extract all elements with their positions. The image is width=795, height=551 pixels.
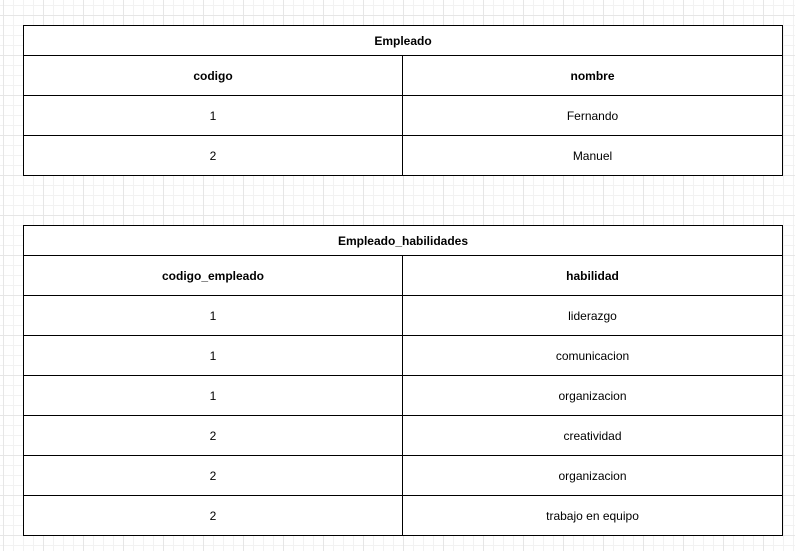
column-header-habilidad: habilidad: [566, 268, 619, 283]
table-cell: 1: [24, 96, 403, 135]
table-header-row: [23, 56, 783, 96]
table-row: [23, 296, 783, 336]
column-header-codigo-empleado: codigo_empleado: [24, 256, 403, 295]
column-header-codigo: codigo: [24, 56, 403, 95]
table-cell: 2: [24, 456, 403, 495]
table-empleado: [23, 25, 783, 176]
table-row: [23, 136, 783, 176]
table-cell: 2: [24, 496, 403, 535]
table-empleado-habilidades: [23, 225, 783, 536]
table-cell: 2: [24, 416, 403, 455]
column-header-nombre: nombre: [570, 68, 615, 83]
table-cell: 2: [24, 136, 403, 175]
table-title: Empleado: [23, 25, 783, 56]
table-cell: organizacion: [558, 388, 627, 403]
table-cell: creatividad: [563, 428, 622, 443]
table-cell: organizacion: [558, 468, 627, 483]
table-cell: liderazgo: [568, 308, 617, 323]
table-cell: comunicacion: [555, 348, 630, 363]
table-cell: trabajo en equipo: [546, 508, 639, 523]
table-row: [23, 416, 783, 456]
table-row: [23, 336, 783, 376]
table-row: [23, 376, 783, 416]
table-cell: Fernando: [566, 108, 619, 123]
table-cell: 1: [24, 296, 403, 335]
table-cell: Manuel: [572, 148, 613, 163]
table-row: [23, 496, 783, 536]
table-cell: 1: [24, 336, 403, 375]
table-title: Empleado_habilidades: [23, 225, 783, 256]
table-row: [23, 96, 783, 136]
table-row: [23, 456, 783, 496]
table-header-row: [23, 256, 783, 296]
table-cell: 1: [24, 376, 403, 415]
